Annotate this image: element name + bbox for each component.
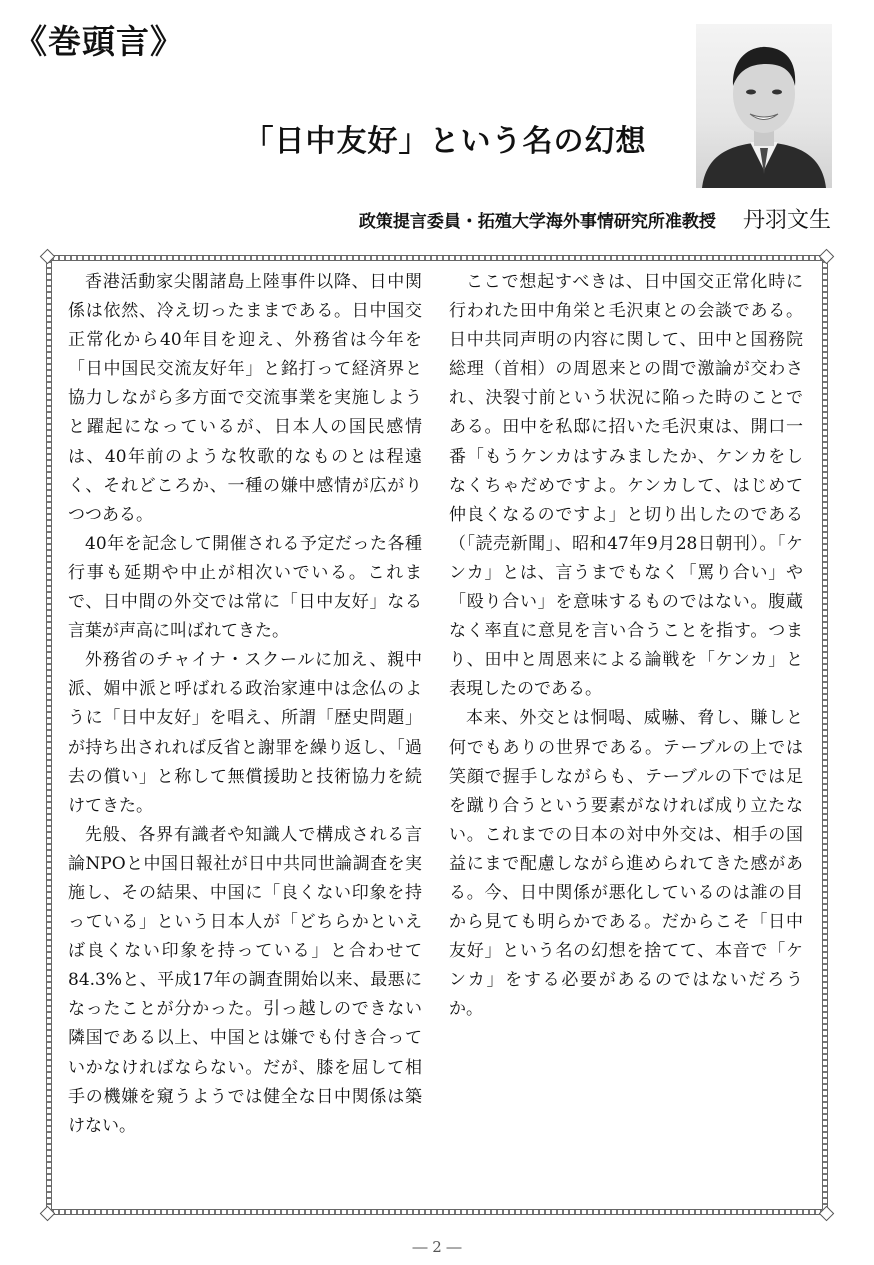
- frame-border-left: [46, 255, 52, 1215]
- author-name: 丹羽文生: [742, 208, 831, 233]
- frame-border-top: [46, 255, 828, 261]
- paragraph: 外務省のチャイナ・スクールに加え、親中派、媚中派と呼ばれる政治家連中は念仏のように「日中友好」を唱え、所謂「歴史問題」が持ち出されれば反省と謝罪を繰り返し、「過去の償い」と称して無償援助と技術協力を続けてきた。: [68, 650, 422, 816]
- article-title: 「日中友好」という名の幻想: [243, 124, 647, 159]
- byline: [359, 203, 831, 234]
- frame-corner-ornament: [40, 249, 56, 265]
- paragraph: 香港活動家尖閣諸島上陸事件以降、日中関係は依然、冷え切ったままである。日中国交正常化から40年目を迎え、外務省は今年を「日中国民交流友好年」と銘打って経済界と協力しながら多方面で交流事業を実施しようと躍起になっているが、日本人の国民感情は、40年前のような牧歌的なものとは程遠く、それどころか、一種の嫌中感情が広がりつつある。: [68, 272, 422, 525]
- paragraph: ここで想起すべきは、日中国交正常化時に行われた田中角栄と毛沢東との会談である。日中共同声明の内容に関して、田中と国務院総理（首相）の周恩来との間で激論が交わされ、決裂寸前という状況に陥った時のことである。田中を私邸に招いた毛沢東は、開口一番「もうケンカはすみましたか、ケンカをしなくちゃだめですよ。ケンカして、はじめて仲良くなるのですよ」と切り出したのである（「読売新聞」、昭和47年9月28日朝刊）。「ケンカ」とは、言うまでもなく「罵り合い」や「殴り合い」を意味するものではない。腹蔵なく率直に意見を言い合うことを指す。つまり、田中と周恩来による論戦を「ケンカ」と表現したのである。: [449, 272, 803, 700]
- frame-border-right: [822, 255, 828, 1215]
- paragraph: 先般、各界有識者や知識人で構成される言論NPOと中国日報社が日中共同世論調査を実施し、その結果、中国に「良くない印象を持っている」という日本人が「どちらかといえば良くない印象を持っている」と合わせて84.3%と、平成17年の調査開始以来、最悪になったことが分かった。引っ越しのできない隣国である以上、中国とは嫌でも付き合っていかなければならない。だが、膝を屈して相手の機嫌を窺うようでは健全な日中関係は築けない。: [68, 824, 422, 1136]
- author-affiliation: 政策提言委員・拓殖大学海外事情研究所准教授: [358, 212, 716, 232]
- body-column-left: [68, 268, 422, 1141]
- paragraph: 40年を記念して開催される予定だった各種行事も延期や中止が相次いでいる。これまで、日中間の外交では常に「日中友好」なる言葉が声高に叫ばれてきた。: [68, 533, 422, 642]
- portrait-illustration: [696, 24, 832, 188]
- frame-border-bottom: [46, 1209, 828, 1215]
- author-photo: [696, 24, 832, 188]
- body-column-right: [449, 268, 803, 1024]
- page-number: ― 2 ―: [412, 1238, 462, 1256]
- section-label: 《巻頭言》: [14, 22, 184, 61]
- paragraph: 本来、外交とは恫喝、威嚇、脅し、賺しと何でもありの世界である。テーブルの上では笑顔で握手しながらも、テーブルの下では足を蹴り合うという要素がなければ成り立たない。これまでの日本の対中外交は、相手の国益にまで配慮しながら進められてきた感がある。今、日中関係が悪化しているのは誰の目から見ても明らかである。だからこそ「日中友好」という名の幻想を捨てて、本音で「ケンカ」をする必要があるのではないだろうか。: [449, 708, 803, 1020]
